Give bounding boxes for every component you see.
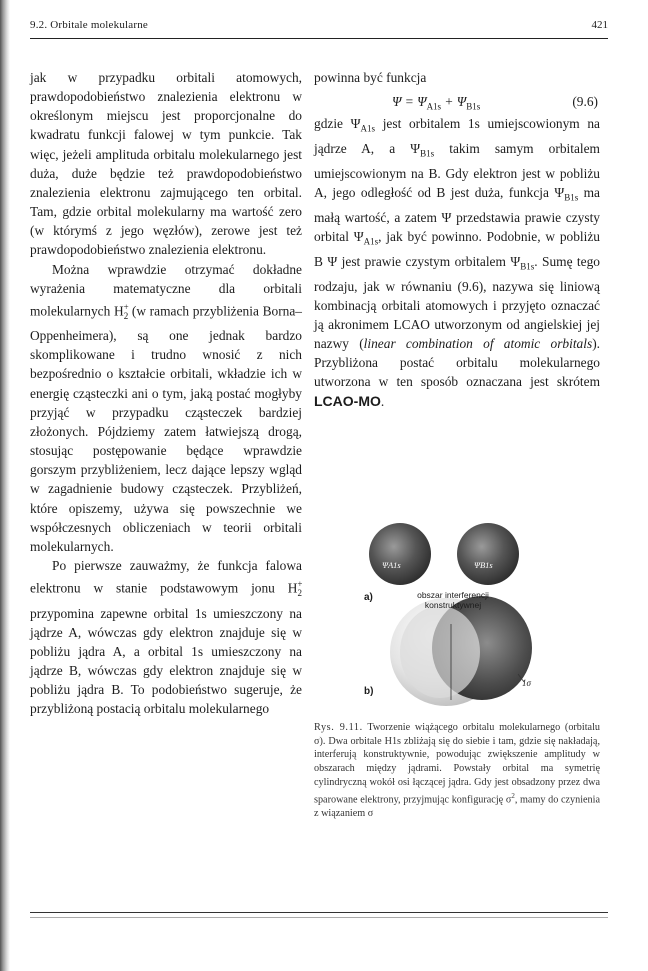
paragraph-2-text-b: (w ramach przybliżenia Borna–Oppenheimera), są one jednak bardzo skomplikowane i trudno wnosić z nich bezpośrednio o kształcie orbitali, wkładzie ich w energię cząsteczki ani o tym, jaką postać mogłyby przyjąć w przypadku cząsteczek bardziej złożonych. Pójdziemy zatem łatwiejszą drogą, stosując postępowanie będące wprawdzie gorszym przybliżeniem, lecz dające lepszy wgląd w zagadnienie budowy cząsteczek. Przybliżeń, które opiszemy, używa się powszechnie we współczesnych obliczeniach w teorii orbitali molekularnych. <box>30 303 302 554</box>
p5-sub-2: B1s <box>420 148 435 159</box>
p5-c: takim samym orbitalem umiejscowionym na B. Gdy elektron jest w pobliżu A, jego odległość od B jest duża, funkcja Ψ <box>314 140 600 200</box>
orbital-1sigma-label: 1σ <box>522 678 531 688</box>
p5-end: . <box>380 393 385 409</box>
caption-superscript: 2 <box>511 791 515 800</box>
right-column <box>314 68 600 411</box>
equation-body <box>392 92 480 117</box>
eq-sub-1: A1s <box>426 101 442 112</box>
scan-edge-shadow <box>0 0 10 971</box>
caption-lead: Rys. 9.11. <box>314 722 363 733</box>
eq-sub-2: B1s <box>466 101 481 112</box>
panel-b-label: b) <box>364 686 374 697</box>
p5-a: gdzie Ψ <box>314 116 361 132</box>
ion-charge: + <box>123 301 129 312</box>
equation-9-6 <box>314 92 600 112</box>
equation-number: (9.6) <box>572 94 598 110</box>
overlap-caption <box>408 590 498 610</box>
paragraph-3-text-a: Po pierwsze zauważmy, że funkcja falowa elektronu w stanie podstawowym jonu H <box>30 558 302 596</box>
paragraph-3-text-b: przypomina zapewne orbital 1s umieszczony na jądrze A, wówczas gdy elektron znajduje się w pobliżu jądra A, a orbital 1s umieszczony na jądrze B, wówczas gdy elektron znajduje się w pobliżu jądra B. To podobieństwo sugeruje, że przybliżoną postacią orbitalu molekularnego <box>30 605 302 717</box>
paragraph-5 <box>314 114 600 411</box>
p5-sub-5: B1s <box>520 261 535 272</box>
caption-text: Tworzenie wiążącego orbitalu molekularnego (orbitalu σ). Dwa orbitale H1s zbliżają się do siebie i tam, gdzie się nakładają, interferują konstruktywnie, powodując zwiększenie amplitudy w obszarach między jądrami. Powstały orbital ma symetrię cylindryczną wokół osi łączącej jądra. Gdy jest obsadzony przez dwa sparowane elektrony, przyjmując konfigurację σ <box>314 722 601 805</box>
overlap-region <box>400 606 480 698</box>
p5-sub-4: A1s <box>363 236 379 247</box>
left-column <box>30 68 302 718</box>
ion-charge-2: + <box>297 579 303 590</box>
p5-e: , jak być powinno. Podobnie, w pobliżu B Ψ jest prawie czystym orbitalem Ψ <box>314 228 600 269</box>
sphere-b1s <box>457 523 519 585</box>
ion-subscript: 2 <box>123 311 129 322</box>
sphere-b-label: ΨB1s <box>474 560 493 570</box>
p5-sub-3: B1s <box>564 192 579 203</box>
footer-rule <box>30 912 608 913</box>
overlap-caption-line-1: obszar interferencji <box>417 590 489 600</box>
caption-tail: , mamy do czynienia z wiązaniem σ <box>314 793 600 819</box>
section-title: 9.2. Orbitale molekularne <box>30 19 149 31</box>
header-rule <box>30 38 608 39</box>
paragraph-4: powinna być funkcja <box>314 70 427 85</box>
page-number: 421 <box>591 19 608 31</box>
running-header <box>30 16 608 38</box>
figure-caption <box>314 721 600 820</box>
p5-g: ). Przybliżona postać orbitalu molekularnego utworzona w ten sposób oznaczana jest skrótem <box>314 336 600 390</box>
eq-lhs: Ψ = Ψ <box>392 94 427 110</box>
paragraph-2-text-a: Można wprawdzie otrzymać dokładne wyrażenia matematyczne dla orbitali molekularnych H <box>30 261 302 319</box>
panel-a-label: a) <box>364 592 373 603</box>
paragraph-1: jak w przypadku orbitali atomowych, prawdopodobieństwo znalezienia elektronu w określonym miejscu jest proporcjonalne do kwadratu funkcji falowej w tym punkcie. Tak więc, jeżeli amplituda orbitalu molekularnego jest duża, duże będzie też prawdopodobieństwo znalezienia elektronu zajmującego ten orbital. Tam, gdzie orbital molekularny ma wartość zero (w którymś z jego węzłów), zerowe jest też prawdopodobieństwo znalezienia elektronu. <box>30 70 302 258</box>
p5-b: jest orbitalem 1s umiejscowionym na jądrze A, a Ψ <box>314 116 600 156</box>
overlap-caption-line-2: konstruktywnej <box>424 600 482 610</box>
p5-sub-1: A1s <box>360 123 376 134</box>
sphere-a-label: ΨA1s <box>382 560 401 570</box>
ion-subscript-2: 2 <box>297 588 302 599</box>
paragraph-3 <box>30 556 302 718</box>
p5-f: . Sumę tego rodzaju, jak w równaniu (9.6), nazywa się liniową kombinacją orbitali atomowych i przyjęto oznaczać ją akronimem LCAO utworzonym od angielskiej jej nazwy ( <box>314 253 600 352</box>
paragraph-2 <box>30 260 302 556</box>
lcao-english-name: linear combination of atomic orbitals <box>363 336 593 352</box>
lcao-mo-term: LCAO-MO <box>314 392 381 409</box>
footer-rule-thin <box>30 917 608 918</box>
eq-plus: + Ψ <box>441 94 467 110</box>
figure-9-11 <box>328 518 590 718</box>
sphere-a1s <box>369 523 431 585</box>
p5-d: ma małą wartość, a zatem Ψ przedstawia prawie czysty orbital Ψ <box>314 184 600 244</box>
